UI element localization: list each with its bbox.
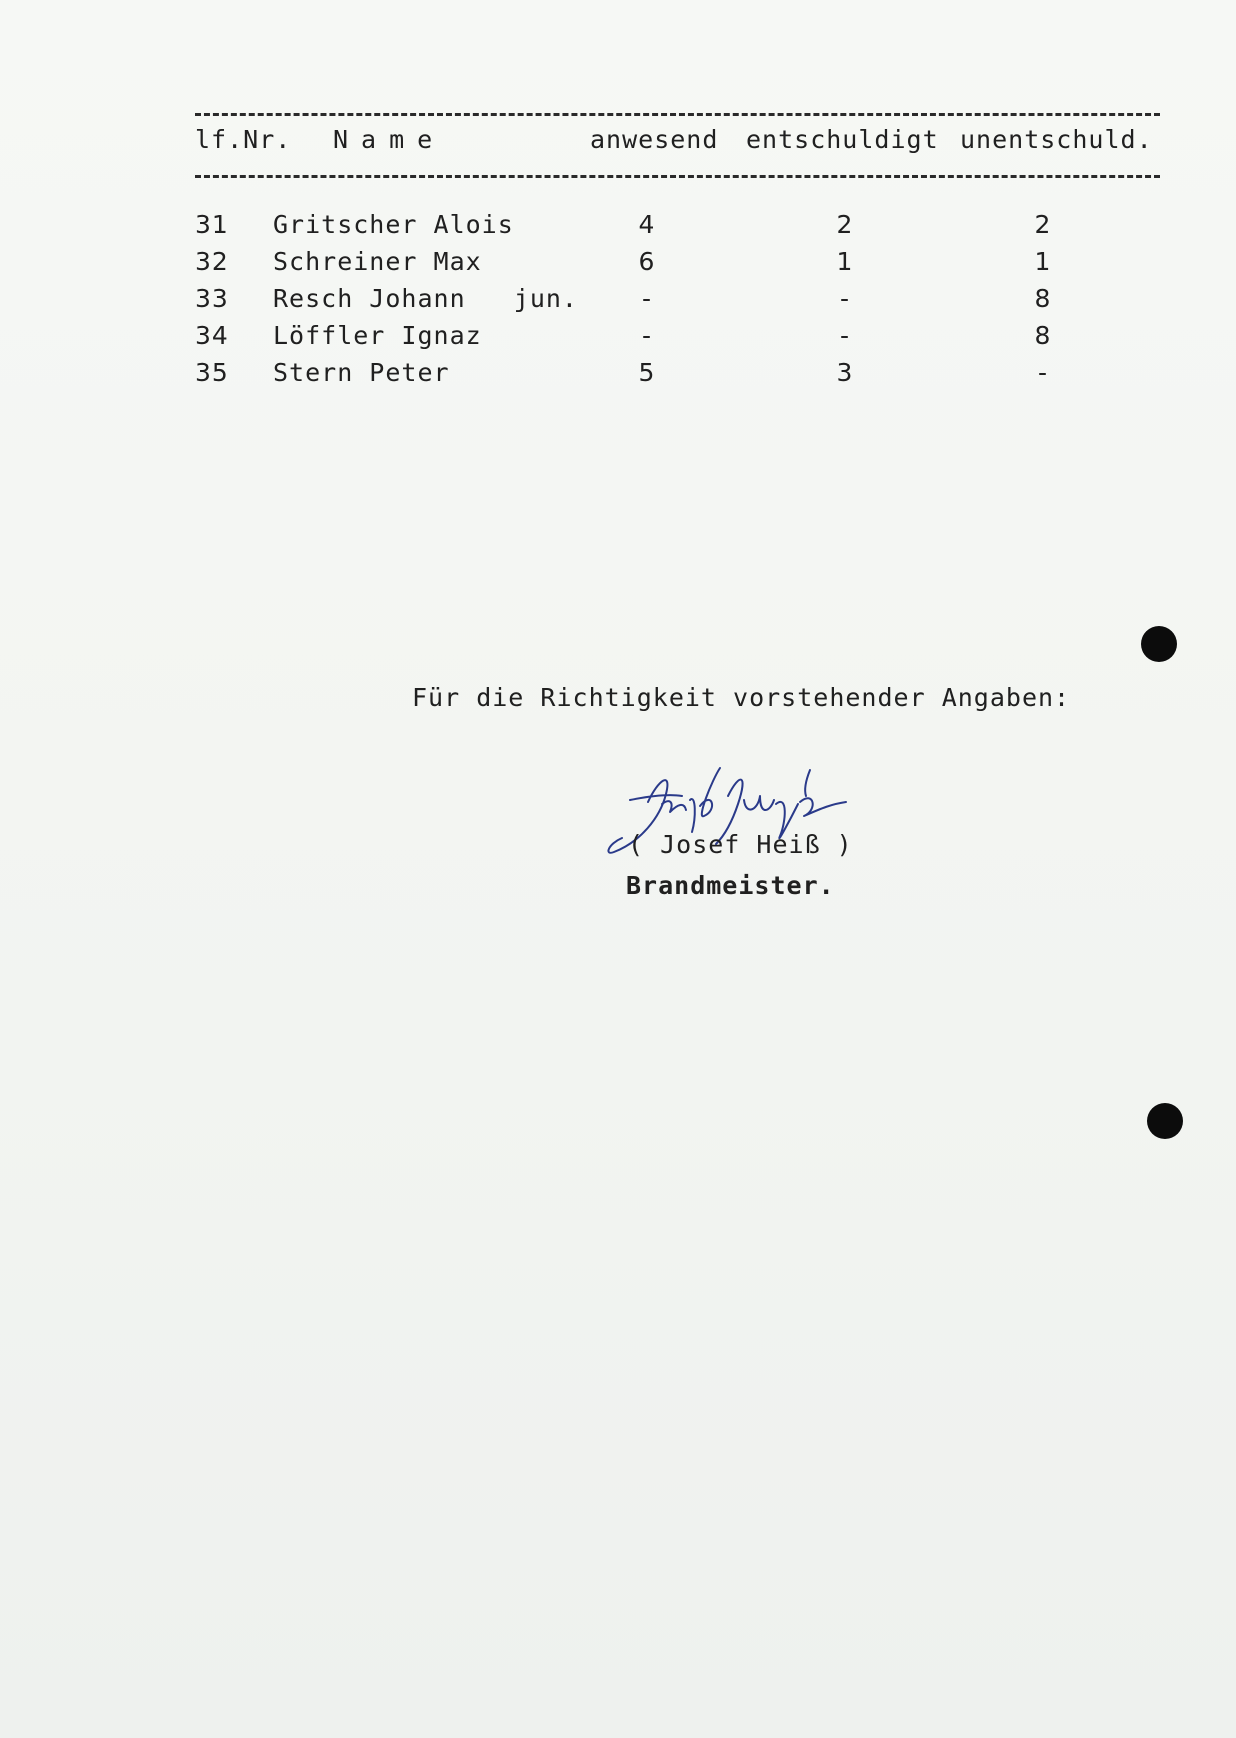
row-entschuldigt: -: [839, 321, 851, 350]
row-name: Schreiner Max: [273, 247, 482, 276]
row-name: Stern Peter: [273, 358, 450, 387]
header-entschuldigt: entschuldigt: [746, 125, 939, 154]
row-unentschuldigt: -: [1037, 358, 1049, 387]
row-unentschuldigt: 1: [1034, 247, 1052, 276]
row-unentschuldigt: 8: [1034, 321, 1052, 350]
row-nr: 34: [195, 321, 229, 350]
row-nr: 35: [195, 358, 229, 387]
table-row: [0, 284, 1236, 320]
row-name: Resch Johann jun.: [273, 284, 578, 313]
row-nr: 31: [195, 210, 229, 239]
row-nr: 33: [195, 284, 229, 313]
row-anwesend: 4: [638, 210, 656, 239]
row-anwesend: 6: [638, 247, 656, 276]
signatory-title: Brandmeister.: [626, 871, 835, 900]
row-name: Gritscher Alois: [273, 210, 514, 239]
signatory-name: ( Josef Heiß ): [628, 830, 853, 859]
table-row: [0, 321, 1236, 357]
row-entschuldigt: -: [839, 284, 851, 313]
row-entschuldigt: 3: [836, 358, 854, 387]
row-anwesend: 5: [638, 358, 656, 387]
table-row: [0, 358, 1236, 394]
punch-hole-upper: [1141, 626, 1177, 662]
row-entschuldigt: 2: [836, 210, 854, 239]
row-nr: 32: [195, 247, 229, 276]
header-nr: lf.Nr.: [195, 125, 292, 154]
table-header-rule: [195, 175, 1160, 178]
row-anwesend: -: [641, 321, 653, 350]
certification-statement: Für die Richtigkeit vorstehender Angaben:: [412, 683, 1071, 712]
punch-hole-lower: [1147, 1103, 1183, 1139]
header-anwesend: anwesend: [590, 125, 719, 154]
table-row: [0, 210, 1236, 246]
table-top-rule: [195, 113, 1160, 116]
table-row: [0, 247, 1236, 283]
row-unentschuldigt: 8: [1034, 284, 1052, 313]
row-unentschuldigt: 2: [1034, 210, 1052, 239]
row-name: Löffler Ignaz: [273, 321, 482, 350]
header-name: Name: [333, 125, 446, 154]
row-anwesend: -: [641, 284, 653, 313]
header-unentschuldigt: unentschuld.: [960, 125, 1153, 154]
row-entschuldigt: 1: [836, 247, 854, 276]
